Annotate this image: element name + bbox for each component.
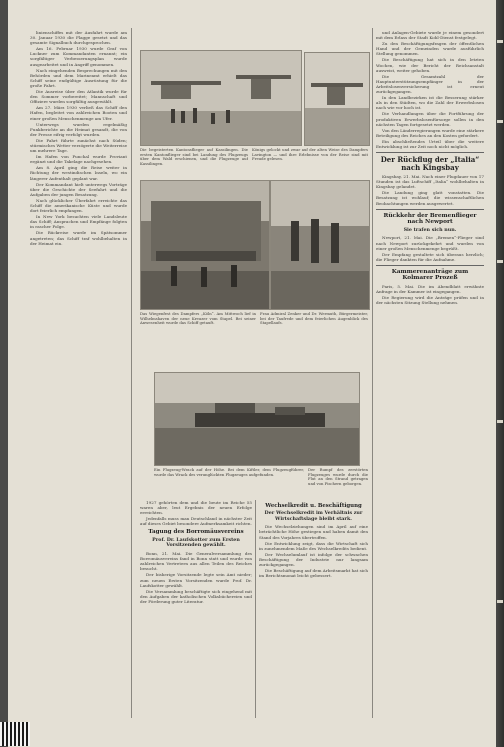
page-edge xyxy=(496,0,504,747)
borromaeus-subhead: Prof. Dr. Laufskotter zum Ersten Vorsitzenden gewählt. xyxy=(152,536,240,549)
column-rule xyxy=(131,28,132,718)
italia-heading: Der Rückflug der „Italia“ nach Kingsbay xyxy=(380,155,480,173)
bremen-paragraph: Newport, 21. Mai. Die „Bremen“-Flieger sind nach Newport zurückgekehrt und wurden von einer großen Menschenmenge begrüßt. xyxy=(376,235,484,251)
left-paragraph: Nach glücklicher Überfahrt erreichte das Schiff die amerikanische Küste und wurde dort feierlich empfangen. xyxy=(30,197,127,214)
column-rule xyxy=(372,28,373,718)
left-paragraph: Unterwegs wurden regelmäßig Funkberichte an die Heimat gesandt, die von der Presse eifrig verfolgt wurden. xyxy=(30,121,127,137)
left-paragraph: Die Fahrt führte zunächst nach Süden; stürmisches Wetter verzögerte die Weiterreise um mehrere Tage. xyxy=(30,137,127,154)
middle-bottom-column xyxy=(140,500,252,721)
photo-ship-launch-right-image xyxy=(271,181,369,309)
middle-bottom-intro xyxy=(140,500,252,526)
column-rule xyxy=(255,500,256,718)
photo-plane-wreck-image xyxy=(155,373,359,465)
middle-bottom-paragraph: Jedenfalls muss man Deutschland in nächster Zeit auf dieses Gebiet besondere Aufmerksamkeit richten. xyxy=(140,516,252,527)
wechselkredit-body xyxy=(259,524,368,578)
caption-top-left: Die begeisterten Kantonsflieger auf Kassilingen. Die ersten Kantonflieger sind bei Landung des Flugzeugs über dem Wald erschienen, und die Flugzeuge auf Kassilingen. xyxy=(140,148,248,166)
left-paragraph: Die Ausreise über den Atlantik wurde für den Sommer vorbereitet; Mannschaft und Offiziere wurden sorgfältig ausgewählt. xyxy=(30,89,127,105)
left-paragraph: Die Rückreise wurde im Spätsommer angetreten; das Schiff traf wohlbehalten in der Heimat ein. xyxy=(30,230,127,246)
photo-ship-launch-left-image xyxy=(141,181,269,309)
kolmar-paragraph: Paris, 5. Mai. Die im Abendblatt erwähnte Anfrage in der Kammer ist eingegangen. xyxy=(376,284,484,295)
italia-paragraph: Die Landung ging glatt vonstatten. Die Besatzung ist wohlauf; die wissenschaftlichen Beobachtungen werden ausgewertet. xyxy=(376,190,484,206)
caption-middle-right: Frau Admiral Zenker und Dr. Wermuth, Bürgermeister, bei der Taufrede und dem feierlichen Augenblick des Stapellaufs. xyxy=(260,312,368,326)
wechselkredit-paragraph: Die Wechselziehungen sind im April auf eine beträchtliche Höhe gestiegen und haben damit den Stand des Vorjahres übertroffen. xyxy=(259,524,368,540)
caption-bottom-left: Ein Flugzeug-Wrack auf der Höhe. Bei dem Kiftler, dem Flugzeugführer, wurde das Wrack des verunglückten Flugzeuges aufgefunden. xyxy=(154,468,304,477)
right-paragraph: Die Gesamtzahl der Hauptunterstützungsempfänger in der Arbeitslosenversicherung ist erneut zurückgegangen. xyxy=(376,73,484,95)
left-paragraph: Im Hafen von Funchal wurde Proviant ergänzt und die Takelage nachgesehen. xyxy=(30,154,127,165)
right-paragraph: Von den Länderregierungen wurde eine stärkere Beteiligung des Reiches an den Kosten gefordert. xyxy=(376,127,484,138)
newspaper-page xyxy=(8,0,496,747)
wechselkredit-subhead: Der Wechselkredit im Verhältnis zur Wirtschaftslage bleibt stark. xyxy=(264,510,363,522)
photo-airplanes-field xyxy=(140,50,302,146)
left-paragraphs xyxy=(30,30,127,246)
left-paragraph: Der Kommandant hielt unterwegs Vorträge über die Geschichte der Seefahrt und die Aufgaben der jungen Besatzung. xyxy=(30,181,127,197)
bremen-body xyxy=(376,235,484,261)
caption-top-right: Königs gelockt und zwar auf der alten Weise des Dampfers Lavington — und ihre Erlebnisse von der Reise sind mit Freude gelesen. xyxy=(252,148,368,162)
borromaeus-paragraph: Die Versammlung beschäftigte sich eingehend mit den Aufgaben der katholischen Volksbüchereien und der Förderung guter Literatur. xyxy=(140,588,252,604)
borromaeus-paragraph: Bonn, 21. Mai. Die Generalversammlung des Borromäusvereins fand in Bonn statt und wurde von zahlreichen Vertretern aus allen Teilen des Reiches besucht. xyxy=(140,551,252,572)
left-paragraph: Am 27. März 1930 verließ das Schiff den Hafen, begleitet von zahlreichen Booten und einer großen Menschenmenge am Ufer. xyxy=(30,105,127,121)
photo-airplanes-image xyxy=(141,51,301,145)
borromaeus-heading: Tagung des Borromäusvereins xyxy=(148,529,244,536)
right-paragraph: Zu den Beschäftigungsfragen der öffentlichen Hand und der Gemeinden wurde ausführlich Stellung genommen. xyxy=(376,41,484,57)
right-paragraph: Ein abschließendes Urteil über die weitere Entwicklung ist zur Zeit noch nicht möglich. xyxy=(376,138,484,149)
color-scale-bar xyxy=(0,722,30,746)
middle-bottom-paragraph: 1927 gehörten dem und die beute im Reiche 55 waren aber, leut Ergebnis der neuen Erfolge erreichten. xyxy=(140,500,252,516)
wechselkredit-paragraph: Die Beschäftigung auf dem Arbeitsmarkt hat sich im Berichtsmonat leicht gebessert. xyxy=(259,568,368,579)
photo-plane-wreck xyxy=(154,372,360,466)
left-paragraph: In New York besuchten viele Landsleute das Schiff; Ansprachen und Empfänge folgten in rascher Folge. xyxy=(30,214,127,230)
photo-airplane-right xyxy=(304,52,370,146)
bremen-heading: Rückkehr der Bremenflieger nach Newport xyxy=(383,212,477,226)
kolmar-heading: Kammerenanträge zum Kolmarer Prozeß xyxy=(391,268,469,282)
right-paragraphs xyxy=(376,30,484,149)
italia-body xyxy=(376,174,484,206)
italia-paragraph: Kingsbay, 21. Mai. Nach einer Flugdauer von 17 Stunden ist das Luftschiff „Italia“ wohlbehalten in Kingsbay gelandet. xyxy=(376,174,484,190)
photo-ship-launch-right xyxy=(270,180,370,310)
wechselkredit-paragraph: Der Wechselumlauf ist infolge der schwachen Beschäftigung der Industrie nur langsam zurückgegangen. xyxy=(259,551,368,568)
left-paragraph: Nach eingehenden Besprechungen mit den Behörden und dem Marineamt erhielt das Schiff seine endgültige Ausrüstung für die große Fahrt. xyxy=(30,67,127,88)
kolmar-body xyxy=(376,284,484,305)
bremen-subhead: Sie trafen sich nun. xyxy=(403,226,457,233)
wechselkredit-heading: Wechselkredit u. Beschäftigung xyxy=(265,503,362,509)
left-paragraph: Am 8. April ging die Reise weiter in Richtung der westindischen Inseln, wo ein längerer Aufenthalt geplant war. xyxy=(30,165,127,181)
wechselkredit-paragraph: Die Entwicklung zeigt, dass die Wirtschaft sich in zunehmendem Maße des Wechselkredits bedient. xyxy=(259,540,368,551)
kolmar-paragraph: Die Regierung wird die Anträge prüfen und in der nächsten Sitzung Stellung nehmen. xyxy=(376,295,484,306)
caption-bottom-right: Der Rumpf des zerstörten Flugzeuges wurde durch die Flut an den Strand getragen und von Fischern geborgen. xyxy=(308,468,368,486)
bremen-paragraph: Der Empfang gestaltete sich überaus herzlich; die Flieger dankten für die Aufnahme. xyxy=(376,251,484,262)
right-paragraph: und Anlagen-Gebiete wurde je einem gesondert mit dem Erlass der Stadt Kohl-Dienst festgelegt. xyxy=(376,30,484,41)
left-text-column xyxy=(30,30,127,721)
right-text-column xyxy=(376,30,484,721)
left-paragraph: linienschiffes mit der Ausfahrt wurde am 30. Januar 1930 die Flagge gesetzt und das gesamte Signalbuch durchgesprochen. xyxy=(30,30,127,46)
borromaeus-body xyxy=(140,551,252,604)
right-paragraph: Die Beschäftigung hat sich in den letzten Wochen, wie der Bericht der Reichsanstalt ausweist, weiter gehoben. xyxy=(376,57,484,73)
caption-middle-left: Das Wiegenfest des Dampfers „Köln“. Am Mittwoch lief in Wilhelmshaven der neue Kreuzer vom Stapel. Bei seiner Anwesenheit wurde das Schiff getauft. xyxy=(140,312,256,326)
middle2-bottom-column xyxy=(259,500,368,721)
photo-ship-launch-left xyxy=(140,180,270,310)
photo-airplane-right-image xyxy=(305,53,369,145)
right-paragraph: Die Verhandlungen über die Fortführung der produktiven Erwerbslosenfürsorge sollen in den nächsten Tagen fortgesetzt werden. xyxy=(376,111,484,127)
right-paragraph: In den Landbezirken ist die Besserung stärker als in den Städten, wo die Zahl der Erwerbslosen nach wie vor hoch ist. xyxy=(376,95,484,111)
left-paragraph: Am 16. Februar 1930 wurde Graf von Luckner zum Kommandanten ernannt; ein sorgfältiger Verbesserungsplan wurde ausgearbeitet und in Angriff genommen. xyxy=(30,46,127,67)
borromaeus-paragraph: Der bisherige Vorsitzende legte sein Amt nieder; zum neuen Ersten Vorsitzenden wurde Prof. Dr. Laufskotter gewählt. xyxy=(140,572,252,588)
